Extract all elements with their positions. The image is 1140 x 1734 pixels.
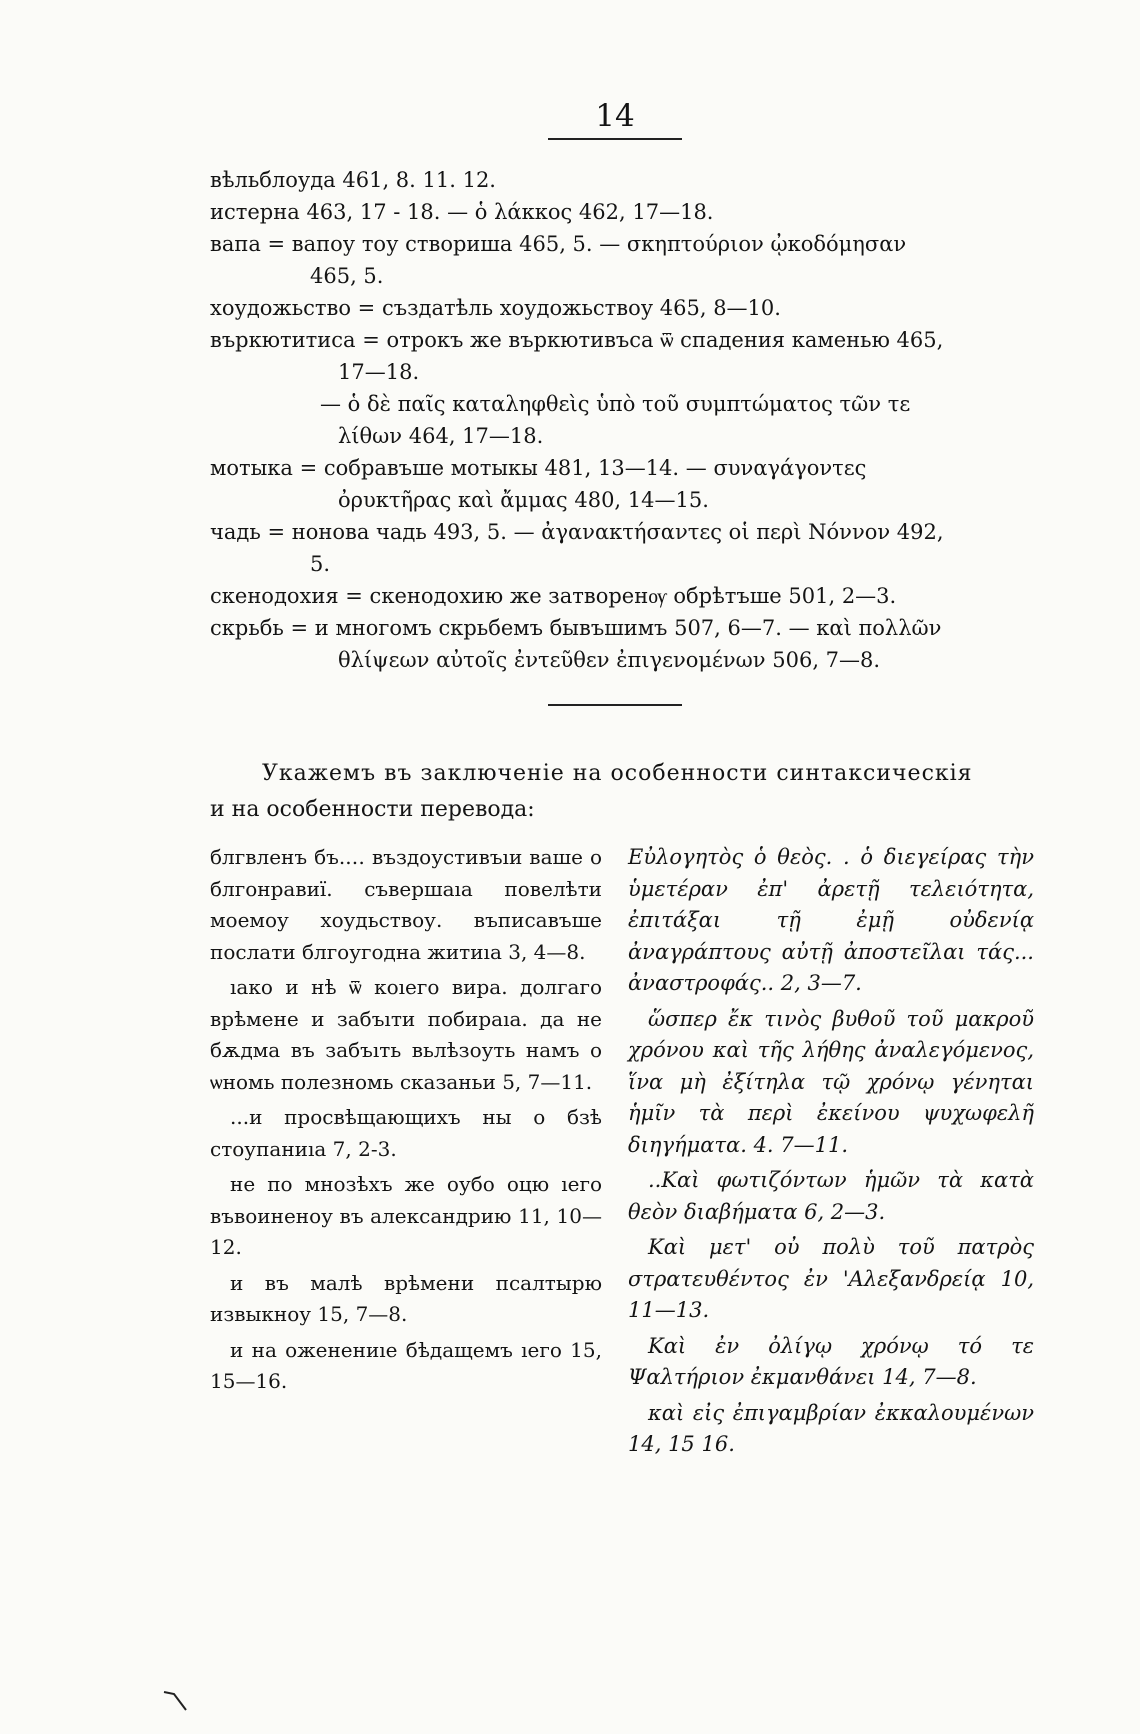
glossary-entry: истерна 463, 17 - 18. — ὁ λάκκος 462, 17—18. bbox=[210, 200, 714, 224]
glossary bbox=[210, 164, 950, 676]
glossary-entry: вапа = вапоу тоу створиша 465, 5. — σκηπτούριον ᾠκοδόμησαν 465, 5. bbox=[210, 232, 907, 288]
intro-line: и на особенности перевода: bbox=[210, 797, 535, 822]
glossary-entry: скрьбь = и многомъ скрьбемъ бывъшимъ 507, 6—7. — καὶ πολλῶν θλίψεων αὐτοῖς ἐντεῦθεν ἐπιγενομένων 506, 7—8. bbox=[210, 616, 942, 672]
page-number-rule bbox=[548, 138, 682, 140]
greek-passage: Καὶ μετ' οὐ πολὺ τοῦ πατρὸς στρατευθέντος ἐν 'Αλεξανδρείᾳ 10, 11—13. bbox=[628, 1235, 1034, 1322]
glossary-entry-continuation: — ὁ δὲ παῖς καταληφθεὶς ὑπὸ τοῦ συμπτώματος τῶν τε λίθων 464, 17—18. bbox=[320, 392, 911, 448]
glossary-entry: чадь = нонова чадь 493, 5. — ἀγανακτήσαντες οἱ περὶ Νόννον 492, 5. bbox=[210, 520, 944, 576]
intro-line: Укажемъ въ заключеніе на особенности синтаксическія bbox=[262, 761, 973, 786]
greek-passage: καὶ εἰς ἐπιγαμβρίαν ἐκκαλουμένων 14, 15 16. bbox=[628, 1400, 1034, 1456]
intro-paragraph bbox=[210, 756, 1040, 828]
slavonic-passage: блгвленъ бъ..‥ въздоустивъıи ваше о блгонравиї. съвершаıа повелѣти моемоу хоудьствоу. въписавъше послати блгоугодна житиıа 3, 4—8. bbox=[210, 845, 602, 964]
greek-passage: ὥσπερ ἔκ τινὸς βυθοῦ τοῦ μακροῦ χρόνου καὶ τῆς λήθης ἀναλεγόμενος, ἵνα μὴ ἐξίτηλα τῷ χρόνῳ γένηται ἡμῖν τὰ περὶ ἐκείνου ψυχωφελῆ διηγήματα. 4. 7—11. bbox=[628, 1006, 1034, 1157]
glossary-entry: въркютитиса = отрокъ же въркютивъса ѿ спадения каменью 465, 17—18. bbox=[210, 328, 944, 384]
glossary-entry: мотыка = собравъше мотыкы 481, 13—14. — συναγάγοντες ὀρυκτῆρας καὶ ἄμμας 480, 14—15. bbox=[210, 456, 867, 512]
section-divider bbox=[548, 704, 682, 706]
slavonic-passage: ...и просвѣщающихъ ны о бзѣ стоупаниıа 7, 2-3. bbox=[210, 1105, 602, 1161]
greek-column bbox=[628, 842, 1034, 1465]
slavonic-passage: и на оженениıе бѣдащемъ ıего 15, 15—16. bbox=[210, 1337, 602, 1393]
greek-passage: ..Καὶ φωτιζόντων ἡμῶν τὰ κατὰ θεὸν διαβήματα 6, 2—3. bbox=[628, 1168, 1034, 1224]
glossary-entry: скенодохия = скенодохию же затворенѹ обрѣтъше 501, 2—3. bbox=[210, 584, 897, 608]
glossary-entry: хоудожьство = създатѣль хоудожьствоу 465, 8—10. bbox=[210, 296, 781, 320]
slavonic-passage: и въ малѣ врѣмени псалтырю извыкноу 15, 7—8. bbox=[210, 1270, 602, 1326]
margin-pen-mark bbox=[162, 1686, 192, 1716]
slavonic-column bbox=[210, 842, 602, 1402]
slavonic-passage: не по мнозѣхъ же оубо оцю ıего въвоиненоу въ александрию 11, 10—12. bbox=[210, 1172, 602, 1259]
glossary-entry: вѣльблоуда 461, 8. 11. 12. bbox=[210, 168, 496, 192]
page-number: 14 bbox=[595, 98, 635, 134]
greek-passage: Εὐλογητὸς ὁ θεὸς. . ὁ διεγείρας τὴν ὑμετέραν ἐπ' ἀρετῇ τελειότητα, ἐπιτάξαι τῇ ἐμῇ οὐδενίᾳ ἀναγράπτους αὐτῇ ἀποστεῖλαι τάς... ἀναστροφάς.. 2, 3—7. bbox=[628, 845, 1034, 995]
greek-passage: Καὶ ἐν ὀλίγῳ χρόνῳ τό τε Ψαλτήριον ἐκμανθάνει 14, 7—8. bbox=[628, 1333, 1034, 1389]
slavonic-passage: ıако и нѣ ѿ коıего вира. долгаго врѣмене и забъıти побираıа. да не бѫдма въ забъıть вьлѣзоуть намъ о ѡномь полезномь сказаньи 5, 7—11. bbox=[210, 975, 602, 1094]
